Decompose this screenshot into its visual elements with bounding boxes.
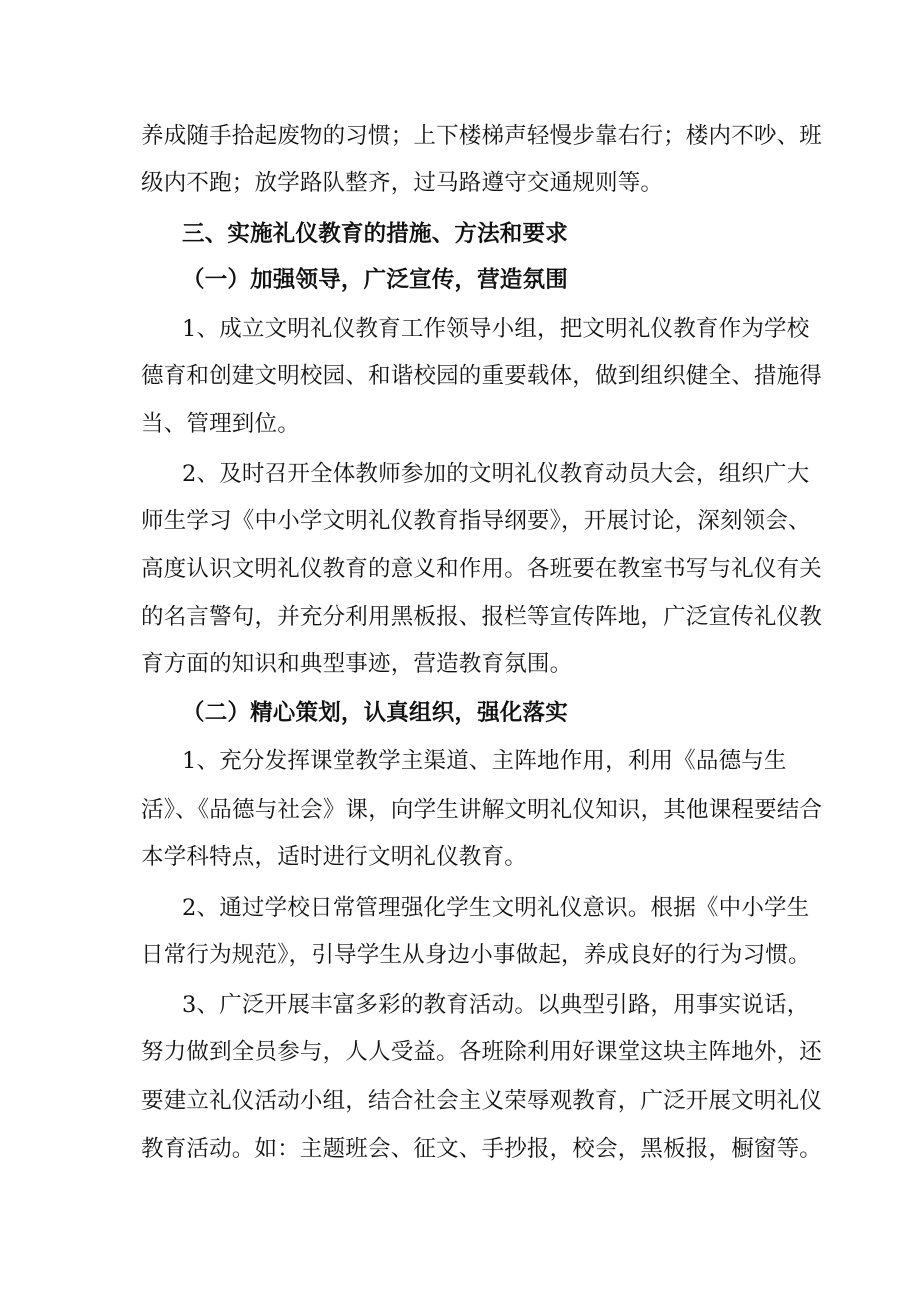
paragraph-line-16: 本学科特点，适时进行文明礼仪教育。 (141, 844, 527, 870)
paragraph-line-1: 养成随手拾起废物的习惯；上下楼梯声轻慢步靠右行；楼内不吵、班 (141, 123, 823, 149)
paragraph-line-9: 师生学习《中小学文明礼仪教育指导纲要》，开展讨论，深刻领会、 (141, 508, 811, 534)
paragraph-line-11: 的名言警句，并充分利用黑板报、报栏等宣传阵地，广泛宣传礼仪教 (141, 604, 823, 630)
paragraph-line-10: 高度认识文明礼仪教育的意义和作用。各班要在教室书写与礼仪有关 (141, 556, 823, 582)
subsection-heading-2: （二）精心策划，认真组织，强化落实 (182, 700, 568, 726)
paragraph-line-7: 当、管理到位。 (141, 411, 300, 437)
section-heading-3: 三、实施礼仪教育的措施、方法和要求 (182, 221, 568, 247)
subsection-heading-1: （一）加强领导，广泛宣传，营造氛围 (182, 267, 568, 293)
paragraph-line-19: 3、广泛开展丰富多彩的教育活动。以典型引路，用事实说话， (182, 992, 810, 1018)
paragraph-line-17: 2、通过学校日常管理强化学生文明礼仪意识。根据《中小学生 (182, 895, 810, 921)
paragraph-line-12: 育方面的知识和典型事迹，营造教育氛围。 (141, 651, 573, 677)
paragraph-line-6: 德育和创建文明校园、和谐校园的重要载体，做到组织健全、措施得 (141, 363, 823, 389)
paragraph-line-8: 2、及时召开全体教师参加的文明礼仪教育动员大会，组织广大 (182, 461, 810, 487)
paragraph-line-20: 努力做到全员参与，人人受益。各班除利用好课堂这块主阵地外，还 (141, 1039, 823, 1065)
paragraph-line-14: 1、充分发挥课堂教学主渠道、主阵地作用，利用《品德与生 (182, 748, 787, 774)
paragraph-line-22: 教育活动。如：主题班会、征文、手抄报，校会，黑板报，橱窗等。 (141, 1136, 823, 1162)
paragraph-line-18: 日常行为规范》，引导学生从身边小事做起，养成良好的行为习惯。 (141, 942, 811, 968)
paragraph-line-2: 级内不跑；放学路队整齐，过马路遵守交通规则等。 (141, 170, 664, 196)
paragraph-line-5: 1、成立文明礼仪教育工作领导小组，把文明礼仪教育作为学校 (182, 316, 810, 342)
paragraph-line-21: 要建立礼仪活动小组，结合社会主义荣辱观教育，广泛开展文明礼仪 (141, 1088, 823, 1114)
paragraph-line-15: 活》、《品德与社会》课，向学生讲解文明礼仪知识，其他课程要结合 (141, 797, 823, 823)
